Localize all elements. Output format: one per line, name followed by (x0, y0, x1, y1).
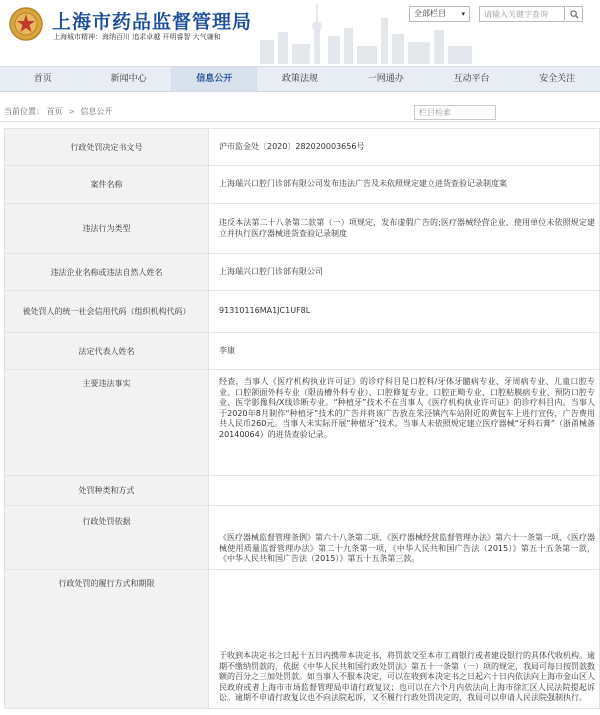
field-value: 《医疗器械监督管理条例》第六十八条第二项、《医疗器械经营监督管理办法》第六十一条第一项、《医疗器械使用质量监督管理办法》第二十九条第一项，《中华人民共和国广告法（2015）》第五十五条第一款，《中华人民共和国广告法（2015）》第五十五条第三款。 (209, 506, 600, 570)
field-label: 法定代表人姓名 (5, 333, 209, 370)
search-input[interactable] (479, 6, 565, 22)
table-row (5, 291, 600, 333)
breadcrumb-bar (0, 102, 600, 122)
column-select[interactable] (409, 6, 470, 22)
penalty-detail-table (4, 128, 600, 709)
field-label: 行政处罚决定书文号 (5, 129, 209, 166)
nav-item-news[interactable]: 新闻中心 (110, 74, 147, 84)
field-label: 行政处罚的履行方式和期限 (5, 570, 209, 709)
emblem-logo[interactable] (8, 6, 44, 42)
field-label: 被处罚人的统一社会信用代码（组织机构代码） (5, 291, 209, 333)
field-label: 违法企业名称或违法自然人姓名 (5, 254, 209, 291)
site-title[interactable]: 上海市药品监督管理局 (52, 11, 253, 33)
field-value: 于收到本决定书之日起十五日内携带本决定书，将罚款交至本市工商银行或者建设银行的具体代收机构。逾期不缴纳罚款的，依据《中华人民共和国行政处罚法》第五十一条第（一）项的规定，我局可每日按罚款数额的百分之三加处罚款。如当事人不服本决定，可以在收到本决定书之日起六十日内依法向上海市金山区人民政府或者上海市市场监督管理局申请行政复议；也可以在六个月内依法向上海市徐汇区人民法院提起诉讼。逾期不申请行政复议也不向法院起诉，又不履行行政处罚决定的，我局可以申请人民法院强制执行。 (209, 570, 600, 709)
table-row (5, 506, 600, 570)
field-value: 上海瑞兴口腔门诊部有限公司发布违法广告及未依照规定建立进货查验记录制度案 (209, 166, 600, 204)
field-value: 上海瑞兴口腔门诊部有限公司 (209, 254, 600, 291)
site-header (0, 0, 600, 64)
field-value: 91310116MA1JC1UF8L (209, 291, 600, 333)
nav-item-interaction[interactable]: 互动平台 (453, 74, 490, 84)
field-label: 案件名称 (5, 166, 209, 204)
nav-item-info-disclosure[interactable]: 信息公开 (171, 67, 257, 91)
table-row (5, 204, 600, 254)
search-icon (570, 10, 579, 19)
breadcrumb-separator: > (68, 107, 75, 116)
table-row (5, 370, 600, 476)
field-value (209, 476, 600, 506)
table-row (5, 166, 600, 204)
column-select-value: 全部栏目 (414, 9, 446, 18)
breadcrumb-label: 当前位置： (4, 107, 44, 116)
chevron-down-icon: ▾ (461, 10, 465, 18)
search-button[interactable] (566, 6, 583, 22)
column-search-input[interactable]: 栏目检索 (414, 105, 496, 120)
field-label: 主要违法事实 (5, 370, 209, 476)
breadcrumb-current[interactable]: 信息公开 (80, 107, 113, 116)
field-label: 处罚种类和方式 (5, 476, 209, 506)
table-row (5, 254, 600, 291)
field-label: 违法行为类型 (5, 204, 209, 254)
breadcrumb-home[interactable]: 首页 (46, 107, 63, 116)
nav-item-safety[interactable]: 安全关注 (539, 74, 576, 84)
field-label: 行政处罚依据 (5, 506, 209, 570)
site-slogan: 上海城市精神：海纳百川 追求卓越 开明睿智 大气谦和 (53, 33, 221, 41)
nav-item-policy[interactable]: 政策法规 (282, 74, 319, 84)
main-nav (0, 66, 600, 92)
field-value: 沪市监金处〔2020〕282020003656号 (209, 129, 600, 166)
field-value: 违反本法第二十八条第二款第（一）项规定，发布虚假广告的;医疗器械经营企业、使用单位未依照规定建立并执行医疗器械进货查验记录制度 (209, 204, 600, 254)
nav-item-one-stop[interactable]: 一网通办 (367, 74, 404, 84)
table-row (5, 570, 600, 709)
breadcrumb (4, 106, 112, 117)
table-row (5, 129, 600, 166)
nav-item-home[interactable]: 首页 (33, 74, 52, 84)
table-row (5, 333, 600, 370)
table-row (5, 476, 600, 506)
field-value: 李康 (209, 333, 600, 370)
field-value: 经查，当事人《医疗机构执业许可证》的诊疗科目是口腔科/牙体牙髓病专业、牙周病专业、儿童口腔专业、口腔颌面外科专业（限齿槽外科专业）、口腔修复专业、口腔正畸专业、口腔粘膜病专业、预防口腔专业、医学影像科/X线诊断专业。“种植牙”技术不在当事人《医疗机构执业许可证》的诊疗科目内。当事人于2020年8月制作“种植牙”技术的广告并将该广告放在朱泾镇汽车站附近的黄包车上进行宣传，广告费用共人民币260元。当事人未实际开展“种植牙”技术。当事人未依照规定建立医疗器械“牙科石膏”（浙甬械备20140064）的进货查验记录。 (209, 370, 600, 476)
